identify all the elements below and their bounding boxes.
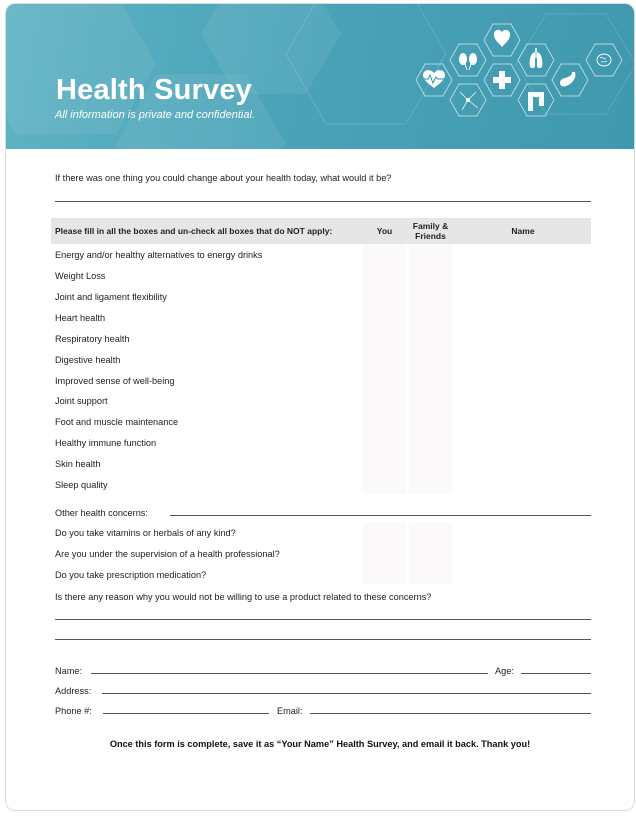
you-column-area-questions <box>363 523 406 584</box>
heart-rate-icon <box>423 70 445 88</box>
footer-instructions: Once this form is complete, save it as “Your Name” Health Survey, and email it back. Thank you! <box>109 739 531 749</box>
health-icons-cluster <box>396 18 634 143</box>
list-item: Joint support <box>55 396 108 406</box>
reason-answer-line-1[interactable] <box>55 619 591 620</box>
table-header-instructions: Please fill in all the boxes and un-check all boxes that do NOT apply: <box>55 226 333 236</box>
age-label: Age: <box>495 666 514 676</box>
family-column-area-questions <box>409 523 452 584</box>
lungs-icon <box>530 48 543 68</box>
survey-page <box>5 3 635 811</box>
you-column-area <box>363 244 406 494</box>
list-item: Respiratory health <box>55 334 130 344</box>
phone-field[interactable] <box>103 713 269 714</box>
list-item: Skin health <box>55 459 101 469</box>
list-item: Foot and muscle maintenance <box>55 417 179 427</box>
list-item: Sleep quality <box>55 480 108 490</box>
list-item: Improved sense of well-being <box>55 376 175 386</box>
family-column-area <box>409 244 452 494</box>
page-subtitle: All information is private and confidential. <box>55 109 255 121</box>
table-header <box>51 218 591 244</box>
list-item: Joint and ligament flexibility <box>55 292 167 302</box>
phone-label: Phone #: <box>55 706 92 716</box>
address-label: Address: <box>55 686 92 696</box>
question-supervision: Are you under the supervision of a health professional? <box>55 549 280 559</box>
list-item: Energy and/or healthy alternatives to energy drinks <box>55 250 263 260</box>
list-item: Heart health <box>55 313 106 323</box>
column-header-family: Family & Friends <box>412 221 449 241</box>
nerve-cell-icon <box>460 92 478 110</box>
question-prescription: Do you take prescription medication? <box>55 570 207 580</box>
name-field[interactable] <box>91 673 488 674</box>
medical-cross-icon <box>493 71 511 89</box>
list-item: Weight Loss <box>55 271 106 281</box>
address-field[interactable] <box>102 693 591 694</box>
other-concerns-line[interactable] <box>170 515 591 516</box>
age-field[interactable] <box>521 673 591 674</box>
email-label: Email: <box>277 706 303 716</box>
kidneys-icon <box>459 53 477 70</box>
column-header-you: You <box>376 226 393 236</box>
other-concerns-label: Other health concerns: <box>55 508 148 518</box>
name-label: Name: <box>55 666 83 676</box>
header-banner <box>6 4 634 149</box>
intestine-icon <box>528 92 544 111</box>
question-change-health: If there was one thing you could change about your health today, what would it be? <box>55 173 392 183</box>
page-title: Health Survey <box>56 74 253 106</box>
email-field[interactable] <box>310 713 591 714</box>
reason-answer-line-2[interactable] <box>55 639 591 640</box>
list-item: Healthy immune function <box>55 438 157 448</box>
answer-line-change[interactable] <box>55 201 591 202</box>
list-item: Digestive health <box>55 355 121 365</box>
question-reason: Is there any reason why you would not be willing to use a product related to these concerns? <box>55 592 432 602</box>
column-header-name: Name <box>511 226 535 236</box>
question-vitamins: Do you take vitamins or herbals of any kind? <box>55 528 236 538</box>
brain-icon <box>597 54 611 66</box>
stomach-icon <box>560 72 575 87</box>
heart-icon <box>494 30 510 47</box>
